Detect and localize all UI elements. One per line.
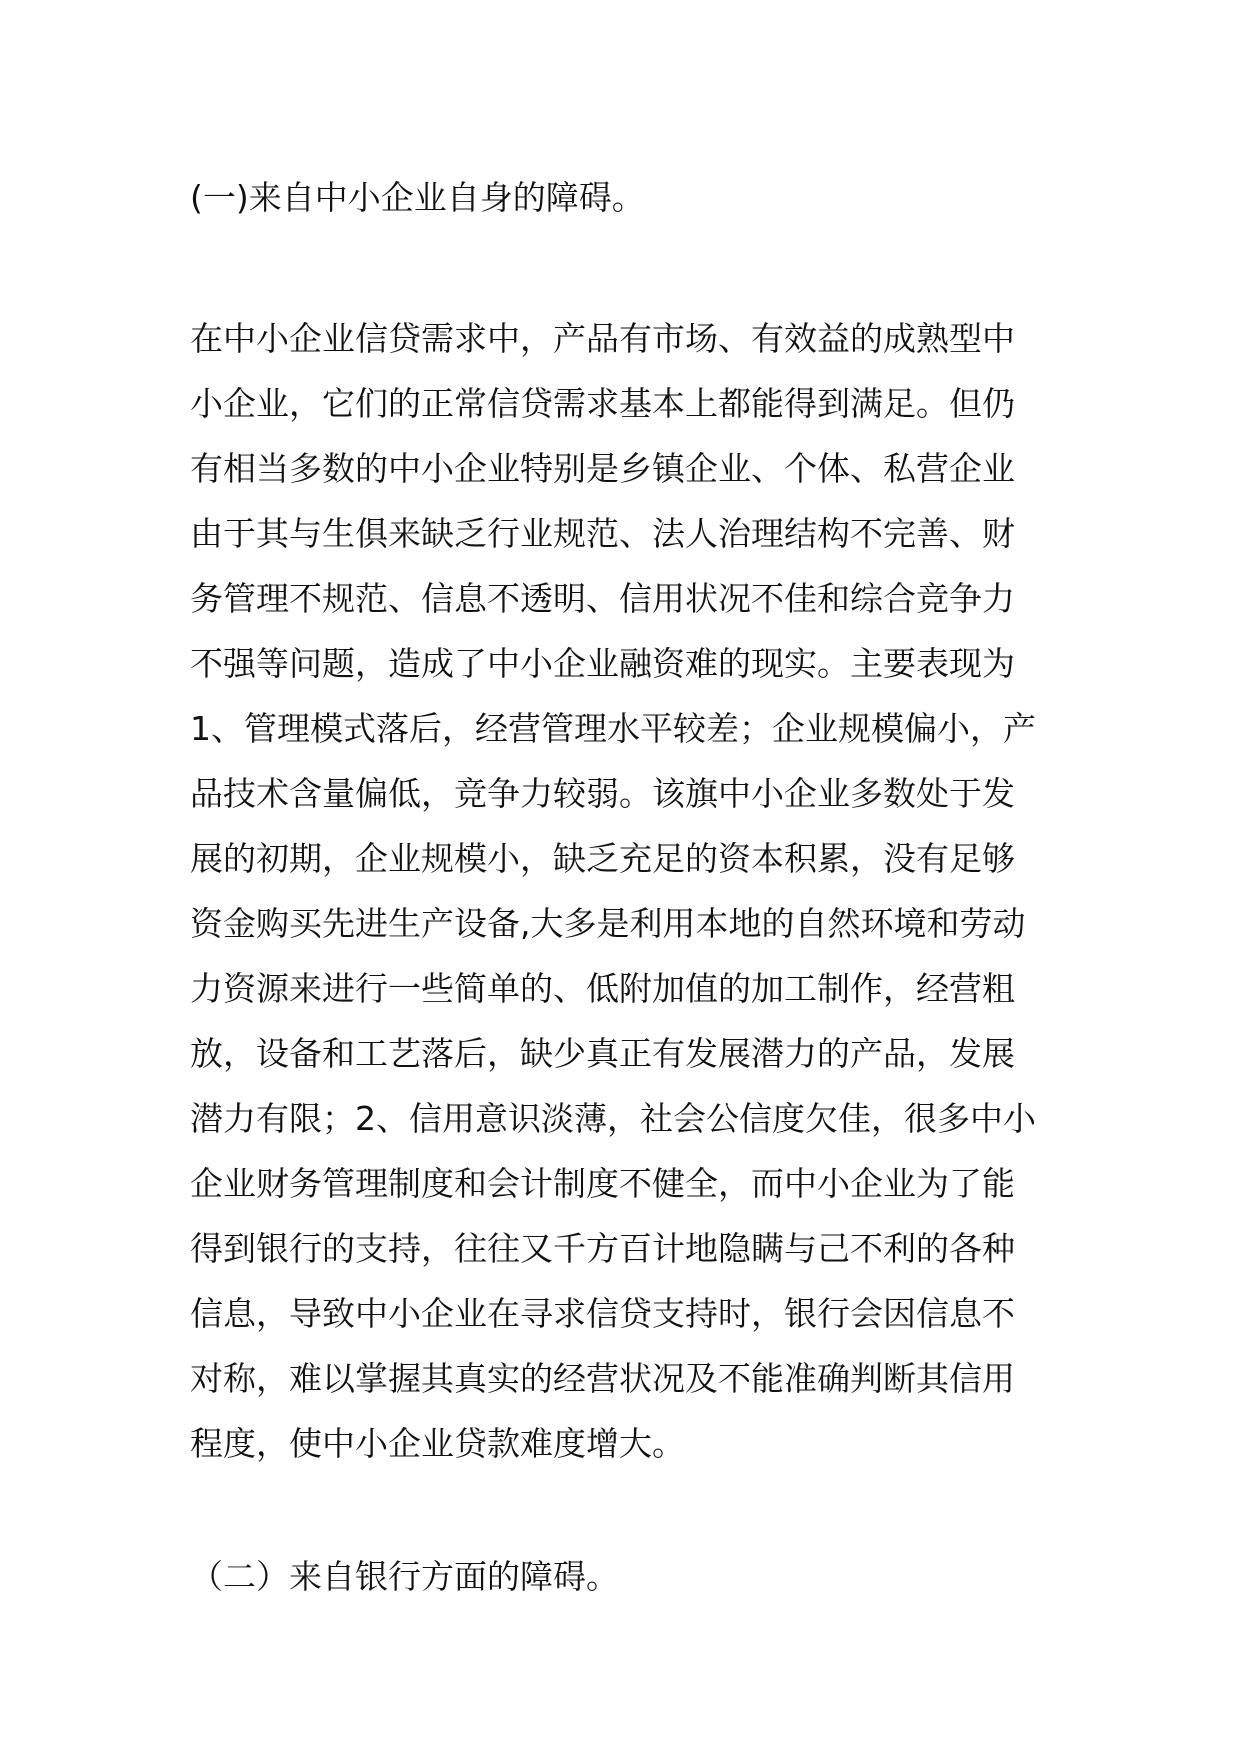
paragraph-line: 有相当多数的中小企业特别是乡镇企业、个体、私营企业 [190, 449, 1015, 488]
paragraph-line: 展的初期，企业规模小，缺乏充足的资本积累，没有足够 [190, 839, 1015, 878]
paragraph-line: 放，设备和工艺落后，缺少真正有发展潜力的产品，发展 [190, 1034, 1015, 1073]
paragraph-line: 资金购买先进生产设备,大多是利用本地的自然环境和劳动 [190, 904, 1026, 943]
paragraph-line: 对称，难以掌握其真实的经营状况及不能准确判断其信用 [190, 1359, 1015, 1398]
paragraph-line: 由于其与生俱来缺乏行业规范、法人治理结构不完善、财 [190, 514, 1015, 553]
section-heading-2: （二）来自银行方面的障碍。 [190, 1557, 619, 1596]
body-paragraph [190, 306, 1070, 1476]
paragraph-line: 在中小企业信贷需求中，产品有市场、有效益的成熟型中 [190, 319, 1015, 358]
paragraph-line: 程度，使中小企业贷款难度增大。 [190, 1424, 685, 1463]
section-heading-1: (一)来自中小企业自身的障碍。 [190, 178, 645, 217]
paragraph-line: 1、管理模式落后，经营管理水平较差；企业规模偏小，产 [190, 709, 1036, 748]
paragraph-line: 企业财务管理制度和会计制度不健全，而中小企业为了能 [190, 1164, 1015, 1203]
paragraph-line: 潜力有限；2、信用意识淡薄，社会公信度欠佳，很多中小 [190, 1099, 1036, 1138]
paragraph-line: 得到银行的支持，往往又千方百计地隐瞒与己不利的各种 [190, 1229, 1015, 1268]
paragraph-line: 不强等问题，造成了中小企业融资难的现实。主要表现为 [190, 644, 1015, 683]
paragraph-line: 信息，导致中小企业在寻求信贷支持时，银行会因信息不 [190, 1294, 1015, 1333]
paragraph-line: 小企业，它们的正常信贷需求基本上都能得到满足。但仍 [190, 384, 1015, 423]
paragraph-line: 力资源来进行一些简单的、低附加值的加工制作，经营粗 [190, 969, 1015, 1008]
paragraph-line: 品技术含量偏低，竞争力较弱。该旗中小企业多数处于发 [190, 774, 1015, 813]
paragraph-line: 务管理不规范、信息不透明、信用状况不佳和综合竞争力 [190, 579, 1015, 618]
